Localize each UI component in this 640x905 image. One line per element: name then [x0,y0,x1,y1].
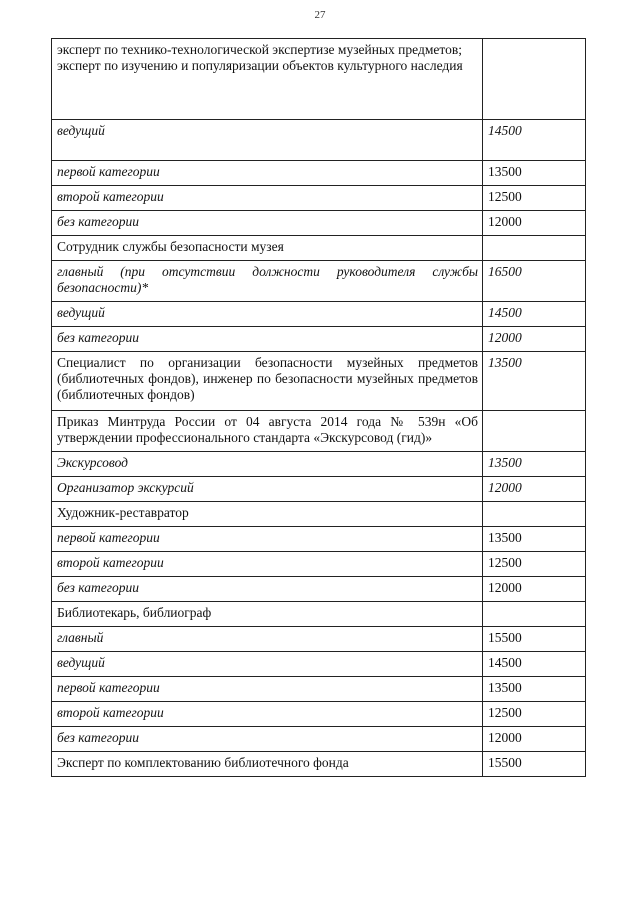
salary-cell: 12000 [483,577,586,602]
position-cell: второй категории [52,702,483,727]
salary-cell: 13500 [483,527,586,552]
table-row [52,211,586,236]
position-cell: без категории [52,327,483,352]
table-row [52,452,586,477]
table-row [52,727,586,752]
position-line: эксперт по изучению и популяризации объектов культурного наследия [57,58,463,73]
salary-cell: 12500 [483,702,586,727]
table-row [52,502,586,527]
table-row [52,236,586,261]
table-row [52,677,586,702]
salary-cell: 13500 [483,352,586,411]
position-cell: без категории [52,577,483,602]
position-cell [52,39,483,120]
salary-table [51,38,586,777]
table-row [52,261,586,302]
table-row [52,602,586,627]
salary-cell: 14500 [483,302,586,327]
position-cell: первой категории [52,161,483,186]
salary-cell: 14500 [483,120,586,161]
table-row [52,527,586,552]
salary-cell [483,236,586,261]
salary-cell: 15500 [483,752,586,777]
salary-cell: 16500 [483,261,586,302]
salary-cell: 12500 [483,552,586,577]
page-number: 27 [314,9,326,21]
position-cell: второй категории [52,552,483,577]
table-row [52,627,586,652]
position-cell: Экскурсовод [52,452,483,477]
position-cell: Специалист по организации безопасности музейных предметов (библиотечных фондов), инженер по безопасности музейных предметов (библиотечных фондов) [52,352,483,411]
salary-cell: 12000 [483,727,586,752]
table-row [52,702,586,727]
salary-cell [483,411,586,452]
table-row [52,120,586,161]
table-row [52,477,586,502]
position-cell: главный (при отсутствии должности руководителя службы безопасности)* [52,261,483,302]
table-row [52,39,586,120]
salary-cell: 12500 [483,186,586,211]
salary-cell: 13500 [483,452,586,477]
section-heading-cell: Библиотекарь, библиограф [52,602,483,627]
table-row [52,577,586,602]
position-cell: первой категории [52,527,483,552]
table-row [52,552,586,577]
position-cell: Эксперт по комплектованию библиотечного фонда [52,752,483,777]
table-row [52,352,586,411]
position-cell: без категории [52,727,483,752]
salary-cell [483,502,586,527]
salary-cell [483,602,586,627]
salary-cell: 12000 [483,211,586,236]
table-row [52,186,586,211]
position-line: эксперт по технико-технологической экспертизе музейных предметов; [57,42,462,57]
position-cell: без категории [52,211,483,236]
table-row [52,652,586,677]
table-row [52,752,586,777]
section-heading-cell: Сотрудник службы безопасности музея [52,236,483,261]
table-row [52,161,586,186]
position-cell: второй категории [52,186,483,211]
section-heading-cell: Художник-реставратор [52,502,483,527]
position-cell: ведущий [52,120,483,161]
salary-cell: 12000 [483,477,586,502]
position-cell: ведущий [52,302,483,327]
salary-cell: 14500 [483,652,586,677]
salary-cell: 13500 [483,677,586,702]
salary-cell: 13500 [483,161,586,186]
table-row [52,302,586,327]
salary-cell: 12000 [483,327,586,352]
position-cell: Организатор экскурсий [52,477,483,502]
position-cell: первой категории [52,677,483,702]
salary-cell: 15500 [483,627,586,652]
table-row [52,327,586,352]
salary-cell [483,39,586,120]
order-reference-cell: Приказ Минтруда России от 04 августа 2014 года № 539н «Об утверждении профессионального стандарта «Экскурсовод (гид)» [52,411,483,452]
position-cell: главный [52,627,483,652]
table-row [52,411,586,452]
position-cell: ведущий [52,652,483,677]
